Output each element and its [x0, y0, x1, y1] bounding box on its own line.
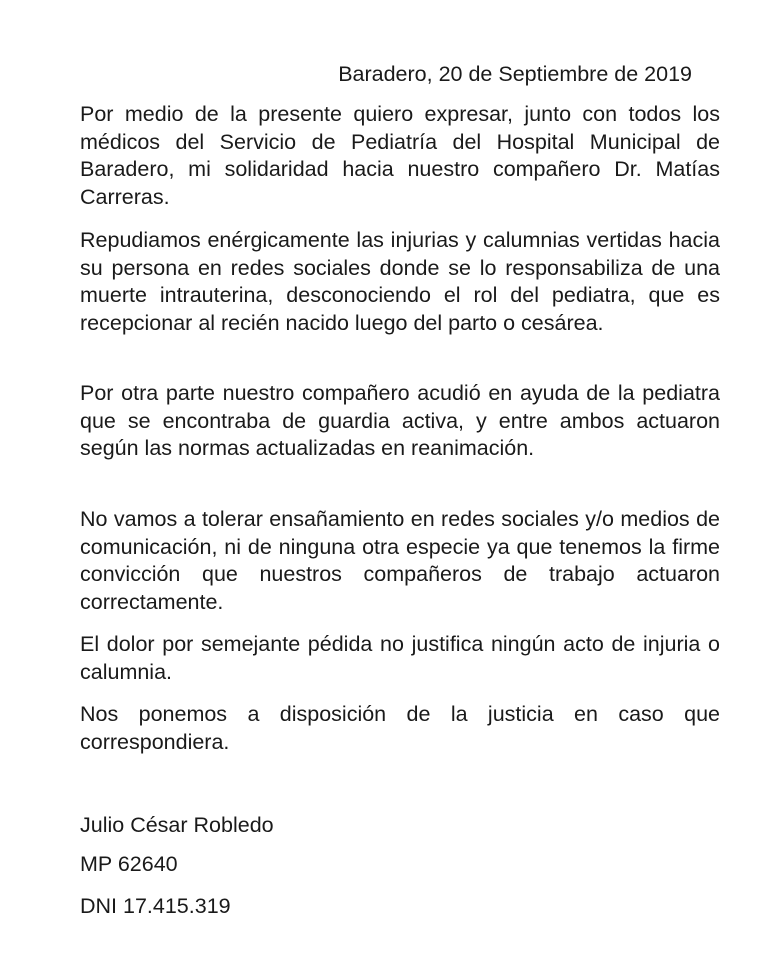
paragraph-grief: El dolor por semejante pédida no justifica ningún acto de injuria o calumnia. [80, 632, 720, 684]
signature-name: Julio César Robledo [80, 813, 274, 837]
paragraph-tolerance: No vamos a tolerar ensañamiento en redes sociales y/o medios de comunicación, ni de ninguna otra especie ya que tenemos la firme convicción que nuestros compañeros de trabajo actuaron correctamente. [80, 507, 720, 614]
signature-dni-number: DNI 17.415.319 [80, 894, 231, 918]
paragraph-justice: Nos ponemos a disposición de la justicia en caso que correspondiera. [80, 702, 720, 754]
paragraph-assistance: Por otra parte nuestro compañero acudió en ayuda de la pediatra que se encontraba de guardia activa, y entre ambos actuaron según las normas actualizadas en reanimación. [80, 381, 720, 460]
date-line: Baradero, 20 de Septiembre de 2019 [338, 62, 692, 86]
signature-mp-number: MP 62640 [80, 852, 178, 876]
paragraph-repudiation: Repudiamos enérgicamente las injurias y calumnias vertidas hacia su persona en redes sociales donde se lo responsabiliza de una muerte intrauterina, desconociendo el rol del pediatra, que es recepcionar al recién nacido luego del parto o cesárea. [80, 228, 720, 335]
paragraph-solidarity: Por medio de la presente quiero expresar, junto con todos los médicos del Servicio de Pediatría del Hospital Municipal de Baradero, mi solidaridad hacia nuestro compañero Dr. Matías Carreras. [80, 102, 720, 209]
